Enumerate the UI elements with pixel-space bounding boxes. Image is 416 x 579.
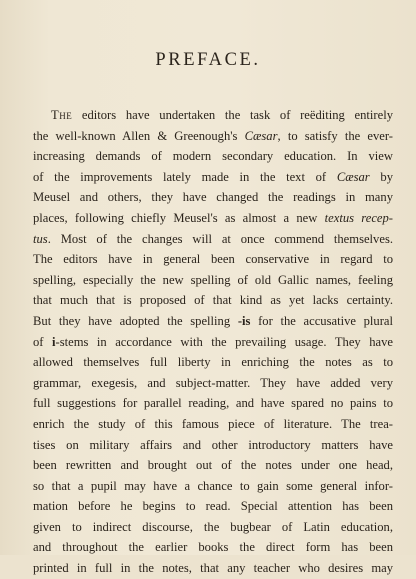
text-line [33, 517, 393, 538]
text-segment: for the accusative plural [250, 313, 393, 328]
text-segment: full suggestions for parallel reading, and have spared no pains to [33, 396, 393, 411]
text-segment: Cæsar [244, 128, 278, 143]
text-segment: places, following chiefly Meusel's as almost a new [33, 210, 325, 225]
text-segment: enrich the study of this famous piece of literature. The trea- [33, 416, 393, 431]
text-line [33, 558, 393, 579]
text-line [33, 249, 393, 270]
text-segment: allowed themselves full liberty in enriching the notes as to [33, 355, 393, 370]
text-segment: spelling, especially the new spelling of old Gallic names, feeling [33, 272, 393, 287]
text-line [33, 167, 393, 188]
text-line [33, 332, 393, 353]
text-line [33, 414, 393, 435]
text-segment: But they have adopted the spelling [33, 313, 238, 328]
text-line [33, 455, 393, 476]
text-line [33, 290, 393, 311]
text-segment: i [52, 334, 56, 349]
text-segment: been rewritten and brought out of the notes under one head, [33, 458, 393, 473]
text-segment: mation before he begins to read. Special attention has been [33, 499, 393, 514]
text-segment: given to indirect discourse, the bugbear of Latin education, [33, 519, 393, 534]
text-segment: Cæsar [336, 169, 370, 184]
text-line [33, 435, 393, 456]
text-segment: Meusel and others, they have changed the readings in many [33, 190, 393, 205]
text-line [33, 126, 393, 147]
text-segment: printed in full in the notes, that any teacher who desires may [33, 561, 393, 576]
text-segment: The [51, 108, 73, 122]
page-title: PREFACE. [155, 50, 261, 70]
text-line [33, 373, 393, 394]
text-line [33, 229, 393, 250]
text-segment: by [369, 169, 393, 184]
text-segment: of [33, 334, 53, 349]
text-segment: grammar, exegesis, and subject-matter. They have added very [33, 375, 393, 390]
text-segment: increasing demands of modern secondary education. In view [33, 149, 393, 164]
text-line [33, 393, 393, 414]
text-segment: The editors have in general been conservative in regard to [33, 252, 393, 267]
text-line [33, 496, 393, 517]
text-segment: and throughout the earlier books the direct form has been [33, 540, 393, 555]
text-line [33, 352, 393, 373]
text-line [33, 105, 393, 126]
preface-body [33, 105, 393, 579]
text-segment: -is [237, 313, 251, 328]
text-segment: -stems in accordance with the prevailing usage. They have [55, 334, 393, 349]
text-segment: so that a pupil may have a chance to gain some general infor- [33, 478, 393, 493]
text-segment: the well-known Allen & Greenough's [33, 128, 245, 143]
text-segment: tises on military affairs and other introductory matters have [33, 437, 393, 452]
text-line [33, 311, 393, 332]
text-segment: tus [33, 231, 48, 246]
text-line [33, 187, 393, 208]
text-line [33, 476, 393, 497]
text-segment: that much that is proposed of that kind as yet lacks certainty. [33, 293, 393, 308]
text-line [33, 270, 393, 291]
text-line [33, 146, 393, 167]
text-segment: . Most of the changes will at once commend themselves. [47, 231, 393, 246]
text-segment: of the improvements lately made in the text of [33, 169, 337, 184]
text-segment: , to satisfy the ever- [277, 128, 393, 143]
text-segment: textus recep- [324, 210, 393, 225]
text-segment: editors have undertaken the task of reëditing entirely [72, 108, 393, 122]
text-line [33, 208, 393, 229]
